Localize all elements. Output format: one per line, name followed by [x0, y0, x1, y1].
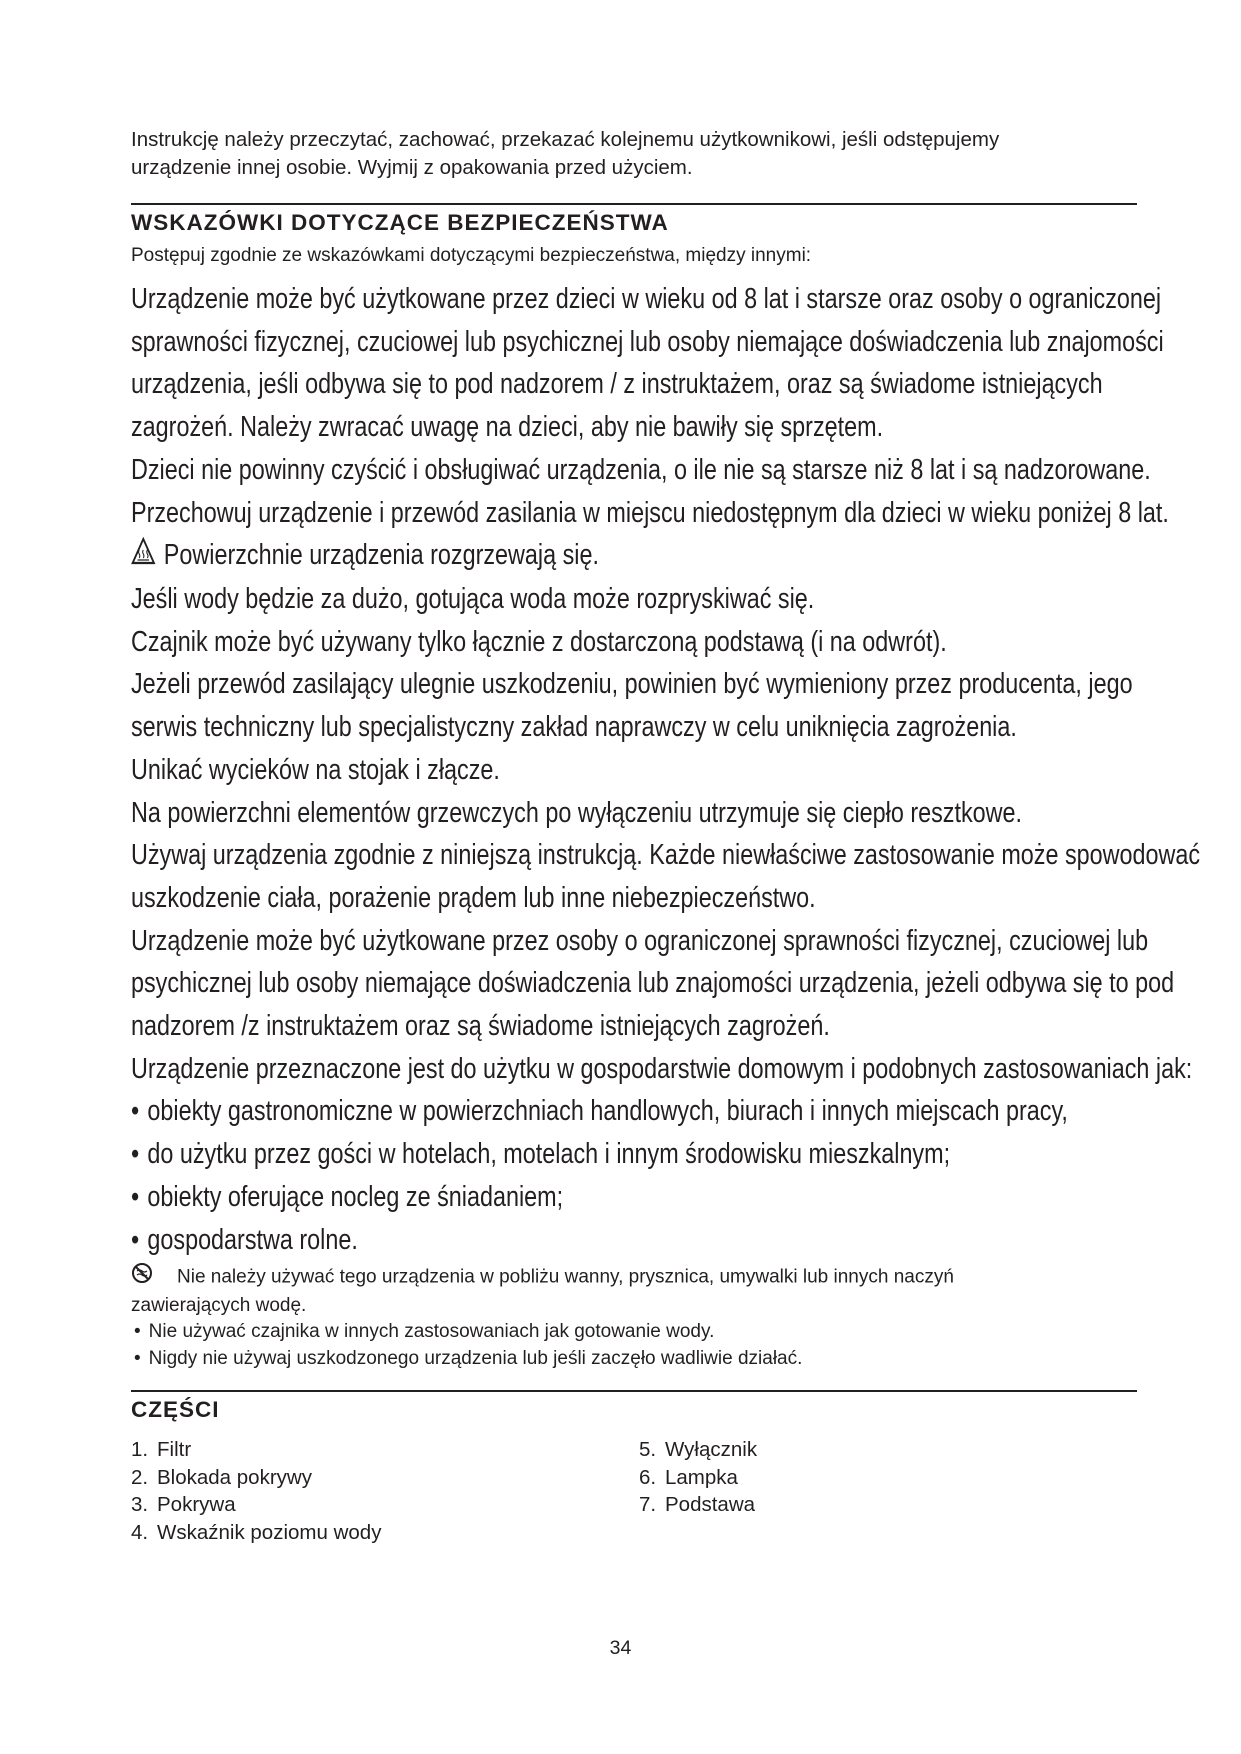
- safety-line: Urządzenie może być użytkowane przez dzieci w wieku od 8 lat i starsze oraz osoby o ograniczonej: [131, 283, 1162, 315]
- list-item: 2. Blokada pokrywy: [131, 1465, 312, 1489]
- intro-line-2: urządzenie innej osobie. Wyjmij z opakowania przed użyciem.: [131, 156, 693, 179]
- list-item: • Nigdy nie używaj uszkodzonego urządzenia lub jeśli zaczęło wadliwie działać.: [134, 1347, 803, 1369]
- safety-line: Jeśli wody będzie za dużo, gotująca woda może rozpryskiwać się.: [131, 583, 815, 616]
- safety-subheading: Postępuj zgodnie ze wskazówkami dotyczącymi bezpieczeństwa, między innymi:: [131, 245, 812, 266]
- bullet: •: [131, 1095, 140, 1128]
- safety-line: Przechowuj urządzenie i przewód zasilania w miejscu niedostępnym dla dzieci w wieku poniżej 8 lat.: [131, 496, 1169, 529]
- bullet: •: [131, 1180, 140, 1213]
- water-warning-cont: zawierających wodę.: [131, 1294, 307, 1316]
- safety-line: serwis techniczny lub specjalistyczny zakład naprawczy w celu uniknięcia zagrożenia.: [131, 711, 1017, 744]
- safety-line: nadzorem /z instruktażem oraz są świadome istniejących zagrożeń.: [131, 1010, 830, 1043]
- list-item: 6. Lampka: [639, 1465, 738, 1489]
- safety-line: Używaj urządzenia zgodnie z niniejszą instrukcją. Każde niewłaściwe zastosowanie może spowodować: [131, 839, 1201, 872]
- page-number: 34: [609, 1637, 632, 1659]
- list-item: 5. Wyłącznik: [639, 1438, 758, 1461]
- list-item: 1. Filtr: [131, 1438, 192, 1461]
- section-divider: [131, 203, 1137, 205]
- water-warning: Nie należy używać tego urządzenia w pobliżu wanny, prysznica, umywalki lub innych naczyń: [131, 1262, 1131, 1293]
- bullet: •: [131, 1138, 140, 1171]
- list-item: • obiekty oferujące nocleg ze śniadaniem;: [131, 1180, 564, 1213]
- safety-line: psychicznej lub osoby niemające doświadczenia lub znajomości urządzenia, jeżeli odbywa się to pod: [131, 967, 1175, 1000]
- no-water-prohibition-icon: [131, 1262, 153, 1293]
- safety-instructions: [131, 278, 1201, 1261]
- bullet: •: [134, 1321, 141, 1342]
- safety-line: zagrożeń. Należy zwracać uwagę na dzieci, aby nie bawiły się sprzętem.: [131, 411, 884, 444]
- list-item: • gospodarstwa rolne.: [131, 1223, 358, 1256]
- bullet: •: [131, 1223, 140, 1256]
- safety-line: Jeżeli przewód zasilający ulegnie uszkodzeniu, powinien być wymieniony przez producenta, jego: [131, 668, 1133, 701]
- list-item: • Nie używać czajnika w innych zastosowaniach jak gotowanie wody.: [134, 1321, 715, 1342]
- safety-line: Dzieci nie powinny czyścić i obsługiwać urządzenia, o ile nie są starsze niż 8 lat i są nadzorowane.: [131, 453, 1151, 486]
- safety-line: Urządzenie przeznaczone jest do użytku w gospodarstwie domowym i podobnych zastosowaniach jak:: [131, 1052, 1193, 1085]
- list-item: 3. Pokrywa: [131, 1493, 236, 1516]
- parts-list-right: [639, 1436, 757, 1519]
- safety-line: uszkodzenie ciała, porażenie prądem lub inne niebezpieczeństwo.: [131, 881, 816, 914]
- parts-list-left: [131, 1436, 381, 1546]
- hot-surface-warning-icon: [131, 535, 156, 578]
- safety-line-hot-surface: [131, 534, 958, 578]
- list-item: 7. Podstawa: [639, 1493, 756, 1516]
- list-item: 4. Wskaźnik poziomu wody: [131, 1520, 382, 1544]
- hot-surface-text: Powierzchnie urządzenia rozgrzewają się.: [163, 539, 599, 572]
- intro-line-1: Instrukcję należy przeczytać, zachować, przekazać kolejnemu użytkownikowi, jeśli odstępujemy: [131, 128, 1000, 151]
- safety-line: urządzenia, jeśli odbywa się to pod nadzorem / z instruktażem, oraz są świadome istniejących: [131, 368, 1103, 401]
- safety-line: Unikać wycieków na stojak i złącze.: [131, 753, 500, 786]
- bullet: •: [134, 1347, 141, 1369]
- intro-text: [131, 126, 1071, 182]
- safety-line: Na powierzchni elementów grzewczych po wyłączeniu utrzymuje się ciepło resztkowe.: [131, 796, 1023, 829]
- safety-heading: WSKAZÓWKI DOTYCZĄCE BEZPIECZEŃSTWA: [131, 210, 669, 235]
- safety-line: Urządzenie może być użytkowane przez osoby o ograniczonej sprawności fizycznej, czuciowej lub: [131, 924, 1149, 957]
- list-item: • do użytku przez gości w hotelach, motelach i innym środowisku mieszkalnym;: [131, 1138, 951, 1171]
- safety-notes: [131, 1262, 1131, 1372]
- section-divider: [131, 1390, 1137, 1392]
- safety-line: Czajnik może być używany tylko łącznie z dostarczoną podstawą (i na odwrót).: [131, 625, 947, 658]
- list-item: • obiekty gastronomiczne w powierzchniach handlowych, biurach i innych miejscach pracy,: [131, 1095, 1068, 1128]
- parts-heading: CZĘŚCI: [131, 1397, 220, 1422]
- safety-line: sprawności fizycznej, czuciowej lub psychicznej lub osoby niemające doświadczenia lub znajomości: [131, 325, 1164, 358]
